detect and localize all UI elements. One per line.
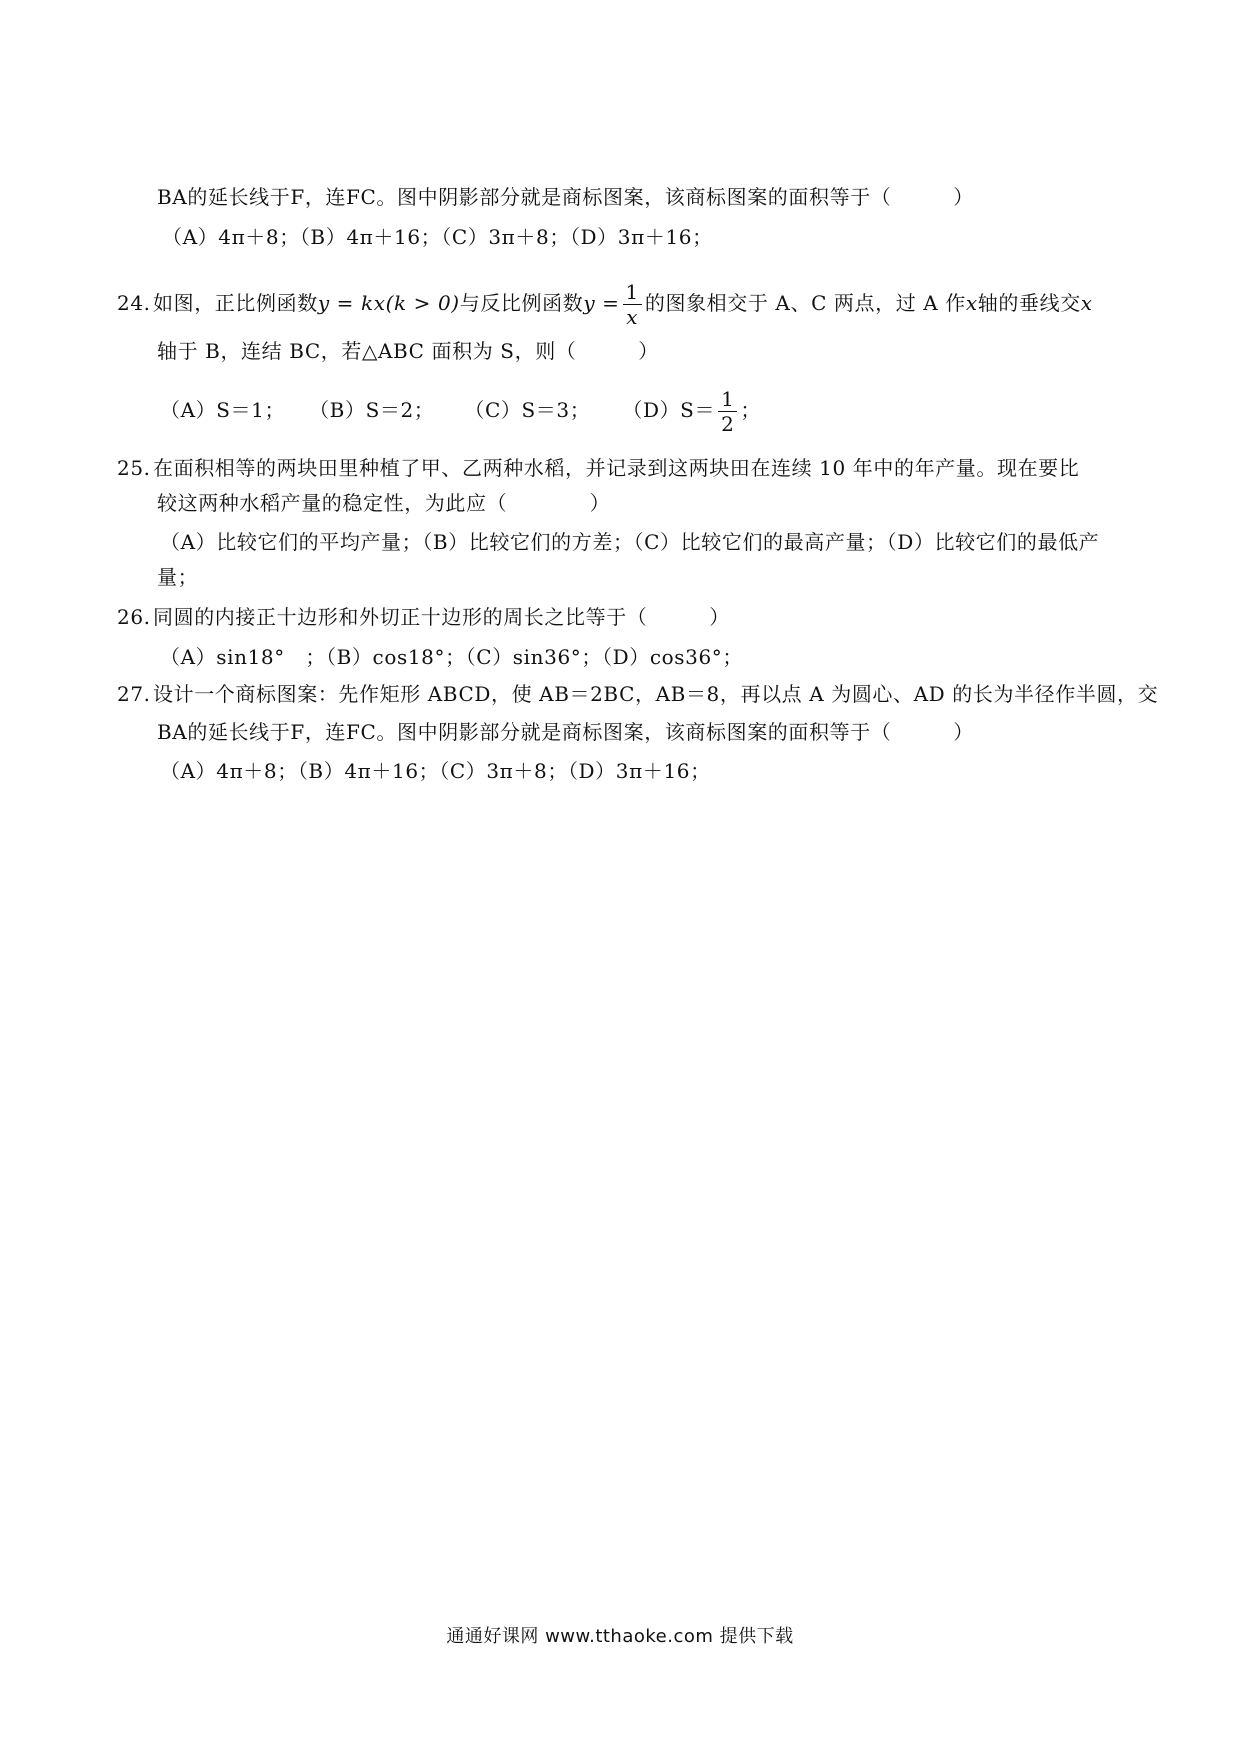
equation-proportional: y = kx(k > 0) — [317, 291, 460, 315]
intro-line-1: BA的延长线于F，连FC。图中阴影部分就是商标图案，该商标图案的面积等于（ ） — [157, 185, 974, 209]
question-26-options: （A）sin18° ；（B）cos18°；（C）sin36°；（D）cos36°； — [160, 645, 743, 669]
question-25-options: （A）比较它们的平均产量；（B）比较它们的方差；（C）比较它们的最高产量；（D）比较它们的最低产 — [160, 530, 1100, 554]
question-27-options: （A）4π＋8；（B）4π＋16；（C）3π＋8；（D）3π＋16； — [160, 759, 711, 783]
question-25-line-2: 较这两种水稻产量的稳定性，为此应（ ） — [157, 491, 611, 515]
option-d-prefix: （D）S＝ — [622, 398, 716, 422]
question-24-line-2: 轴于 B，连结 BC，若△ABC 面积为 S，则（ ） — [157, 339, 659, 363]
question-24-options — [160, 385, 761, 436]
question-text: 与反比例函数 — [459, 291, 584, 315]
question-26-line-1 — [117, 603, 730, 631]
question-number: 26. — [117, 605, 151, 629]
question-27-line-2: BA的延长线于F，连FC。图中阴影部分就是商标图案，该商标图案的面积等于（ ） — [157, 720, 974, 744]
question-text: 设计一个商标图案：先作矩形 ABCD，使 AB＝2BC，AB＝8，再以点 A 为圆心、AD 的长为半径作半圆，交 — [153, 682, 1159, 706]
question-24-line-1 — [117, 278, 1093, 329]
fraction-numerator: 1 — [623, 280, 642, 305]
fraction-one-over-x — [623, 280, 642, 329]
question-27-line-1 — [117, 680, 1158, 708]
question-25-line-1 — [117, 454, 1079, 482]
question-number: 24. — [117, 291, 151, 315]
question-number: 27. — [117, 682, 151, 706]
intro-options: （A）4π＋8；（B）4π＋16；（C）3π＋8；（D）3π＋16； — [162, 225, 713, 249]
variable-x: x — [965, 291, 978, 315]
fraction-numerator: 1 — [718, 387, 737, 412]
fraction-denominator: 2 — [721, 412, 735, 436]
question-number: 25. — [117, 456, 151, 480]
equation-inverse-lhs: y = — [583, 291, 620, 315]
option-a: （A）S＝1； — [160, 398, 286, 422]
fraction-one-half — [718, 387, 737, 436]
question-text: 在面积相等的两块田里种植了甲、乙两种水稻，并记录到这两块田在连续 10 年中的年产量。现在要比 — [153, 456, 1080, 480]
variable-x: x — [1080, 291, 1093, 315]
question-text: 轴的垂线交 — [977, 291, 1081, 315]
option-b: （B）S＝2； — [309, 398, 435, 422]
question-25-line-4: 量； — [157, 565, 199, 589]
option-c: （C）S＝3； — [464, 398, 591, 422]
page-footer: 通通好课网 www.tthaoke.com 提供下载 — [446, 1626, 794, 1647]
question-text: 同圆的内接正十边形和外切正十边形的周长之比等于（ ） — [153, 605, 730, 629]
question-text: 的图象相交于 A、C 两点，过 A 作 — [644, 291, 966, 315]
question-text: 如图，正比例函数 — [153, 291, 318, 315]
option-d-suffix: ； — [740, 398, 762, 422]
fraction-denominator: x — [626, 305, 639, 329]
